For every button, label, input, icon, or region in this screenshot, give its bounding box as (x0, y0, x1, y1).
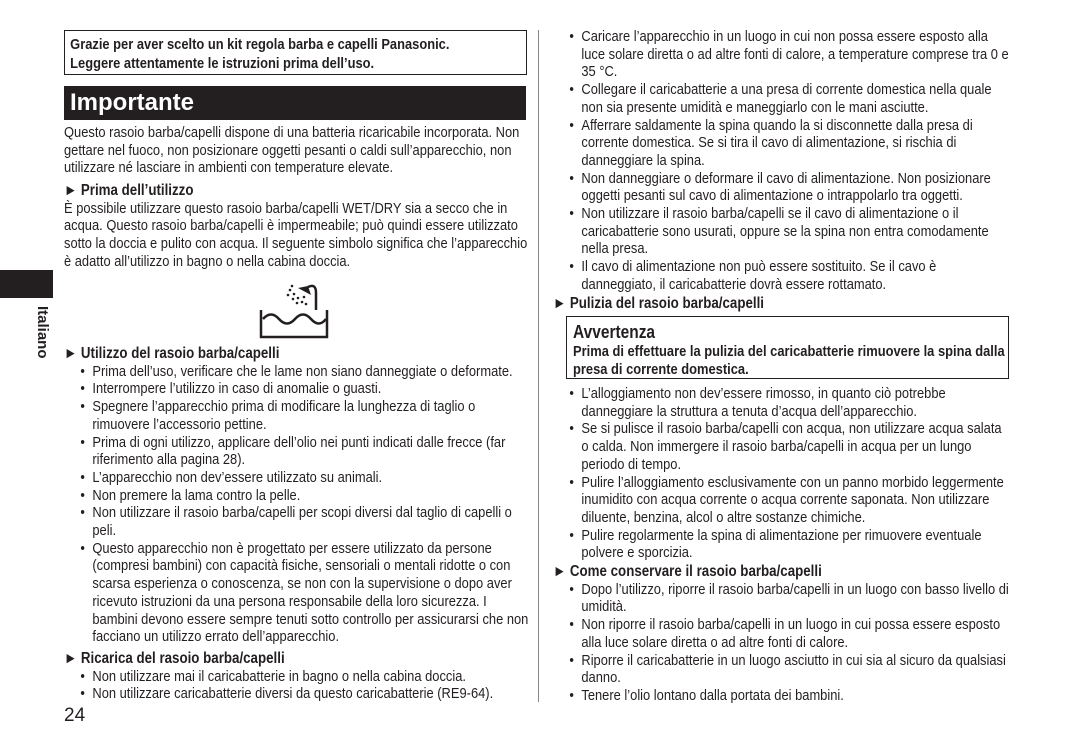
bullet-item: • Il cavo di alimentazione non può essere sostituito. Se il cavo è danneggiato, il caricabatterie dovrà essere rottamato. (569, 258, 1010, 293)
bullet-item: • Afferrare saldamente la spina quando la si disconnette dalla presa di corrente domestica. Se si tira il cavo di alimentazione, si rischia di danneggiare la spina. (569, 117, 1010, 170)
bullet-list (64, 668, 528, 703)
heading: ► Pulizia del rasoio barba/capelli (553, 295, 764, 312)
bullet-item: • Non utilizzare il rasoio barba/capelli per scopi diversi dal taglio di capelli o peli. (80, 504, 528, 539)
bullet-item: • Non premere la lama contro la pelle. (80, 487, 528, 505)
paragraph: È possibile utilizzare questo rasoio barba/capelli WET/DRY sia a secco che in acqua. Questo rasoio barba/capelli è impermeabile; può quindi essere utilizzato sotto la doccia e pulito con acqua. Il seguente simbolo significa che l’apparecchio è adatto all’utilizzo in bagno o nella cabina doccia. (64, 199, 528, 270)
bullet-item: • Non danneggiare o deformare il cavo di alimentazione. Non posizionare oggetti pesanti sul cavo di alimentazione o intrappolarlo tra oggetti. (569, 170, 1010, 205)
bullet-item: • Pulire l’alloggiamento esclusivamente con un panno morbido leggermente inumidito con acqua corrente o acqua corrente saponata. Non utilizzare diluente, benzina, alcol o altre sostanze chimiche. (569, 474, 1010, 527)
bullet-item: • Spegnere l’apparecchio prima di modificare la lunghezza di taglio o rimuovere l’accessorio pettine. (80, 398, 528, 433)
intro-text: Questo rasoio barba/capelli dispone di una batteria ricaricabile incorporata. Non gettare nel fuoco, non posizionare oggetti pesanti o caldi sull’apparecchio, non utilizzare né lasciare in ambienti con temperature elevate. (64, 124, 520, 177)
shower-bath-icon (258, 282, 330, 340)
bullet-item: • Riporre il caricabatterie in un luogo asciutto in cui sia al sicuro da qualsiasi danno. (569, 652, 1010, 687)
heading: ► Come conservare il rasoio barba/capelli (553, 563, 822, 580)
bullet-item: • Non utilizzare mai il caricabatterie in bagno o nella cabina doccia. (80, 668, 528, 686)
bullet-item: • Non riporre il rasoio barba/capelli in un luogo in cui possa essere esposto alla luce solare diretta o ad altre fonti di calore. (569, 616, 1010, 651)
section-ricarica (64, 650, 528, 703)
bullet-item: • Questo apparecchio non è progettato per essere utilizzato da persone (compresi bambini) con capacità fisiche, sensoriali o mentali ridotte o con scarsa esperienza o conoscenza, se non con la supervisione o dopo aver ricevuto istruzioni da una persona responsabile della loro sicurezza. I bambini devono essere sempre tenuti sotto controllo per assicurarsi che non facciano un utilizzo errato dell’apparecchio. (80, 540, 528, 646)
bullet-item: • Non utilizzare caricabatterie diversi da questo caricabatterie (RE9-64). (80, 685, 528, 703)
bullet-item: • Se si pulisce il rasoio barba/capelli con acqua, non utilizzare acqua salata o calda. Non immergere il rasoio barba/capelli in acqua per un lungo periodo di tempo. (569, 420, 1010, 473)
bullet-item: • Tenere l’olio lontano dalla portata dei bambini. (569, 687, 1010, 705)
column-divider (538, 30, 539, 702)
heading: ► Ricarica del rasoio barba/capelli (64, 650, 285, 667)
section-prima (64, 182, 528, 271)
warning-box (566, 316, 1009, 379)
section-pulizia (553, 385, 1011, 562)
section-pulizia-heading (553, 295, 1011, 313)
heading: ► Utilizzo del rasoio barba/capelli (64, 345, 280, 362)
bullet-item: • Non utilizzare il rasoio barba/capelli se il cavo di alimentazione o il caricabatterie sono usurati, oppure se la spina non entra comodamente nella presa. (569, 205, 1010, 258)
section-ricarica-continued (553, 28, 1011, 294)
section-conservare (553, 563, 1011, 705)
page-number: 24 (64, 705, 86, 726)
bullet-list (553, 385, 1011, 562)
warning-text: Prima di effettuare la pulizia del caricabatterie rimuovere la spina dalla presa di corrente domestica. (573, 343, 1005, 378)
language-tab (0, 270, 53, 298)
intro-line: Leggere attentamente le istruzioni prima dell’uso. (70, 55, 375, 72)
bullet-item: • Collegare il caricabatterie a una presa di corrente domestica nella quale non sia presente umidità e maneggiarlo con le mani asciutte. (569, 81, 1010, 116)
bullet-list (553, 28, 1011, 294)
warning-title: Avvertenza (573, 322, 656, 342)
bullet-item: • Prima di ogni utilizzo, applicare dell’olio nei punti indicati dalle frecce (far riferimento alla pagina 28). (80, 434, 528, 469)
bullet-item: • L’apparecchio non dev’essere utilizzato su animali. (80, 469, 528, 487)
bullet-item: • Prima dell’uso, verificare che le lame non siano danneggiate o deformate. (80, 363, 528, 381)
bullet-item: • Pulire regolarmente la spina di alimentazione per rimuovere eventuale polvere e sporcizia. (569, 527, 1010, 562)
bullet-item: • Dopo l’utilizzo, riporre il rasoio barba/capelli in un luogo con basso livello di umidità. (569, 581, 1010, 616)
intro-line: Grazie per aver scelto un kit regola barba e capelli Panasonic. (70, 36, 450, 53)
section-title: Importante (64, 86, 526, 120)
bullet-list (553, 581, 1011, 705)
bullet-item: • Caricare l’apparecchio in un luogo in cui non possa essere esposto alla luce solare diretta o ad altre fonti di calore, a temperature comprese tra 0 e 35 °C. (569, 28, 1010, 81)
bullet-list (64, 363, 528, 646)
language-label: Italiano (34, 306, 51, 359)
bullet-item: • L’alloggiamento non dev’essere rimosso, in quanto ciò potrebbe danneggiare la struttura a tenuta d’acqua dell’apparecchio. (569, 385, 1010, 420)
section-utilizzo (64, 345, 528, 646)
intro-box (64, 30, 527, 75)
bullet-item: • Interrompere l’utilizzo in caso di anomalie o guasti. (80, 380, 528, 398)
heading: ► Prima dell’utilizzo (64, 182, 194, 199)
